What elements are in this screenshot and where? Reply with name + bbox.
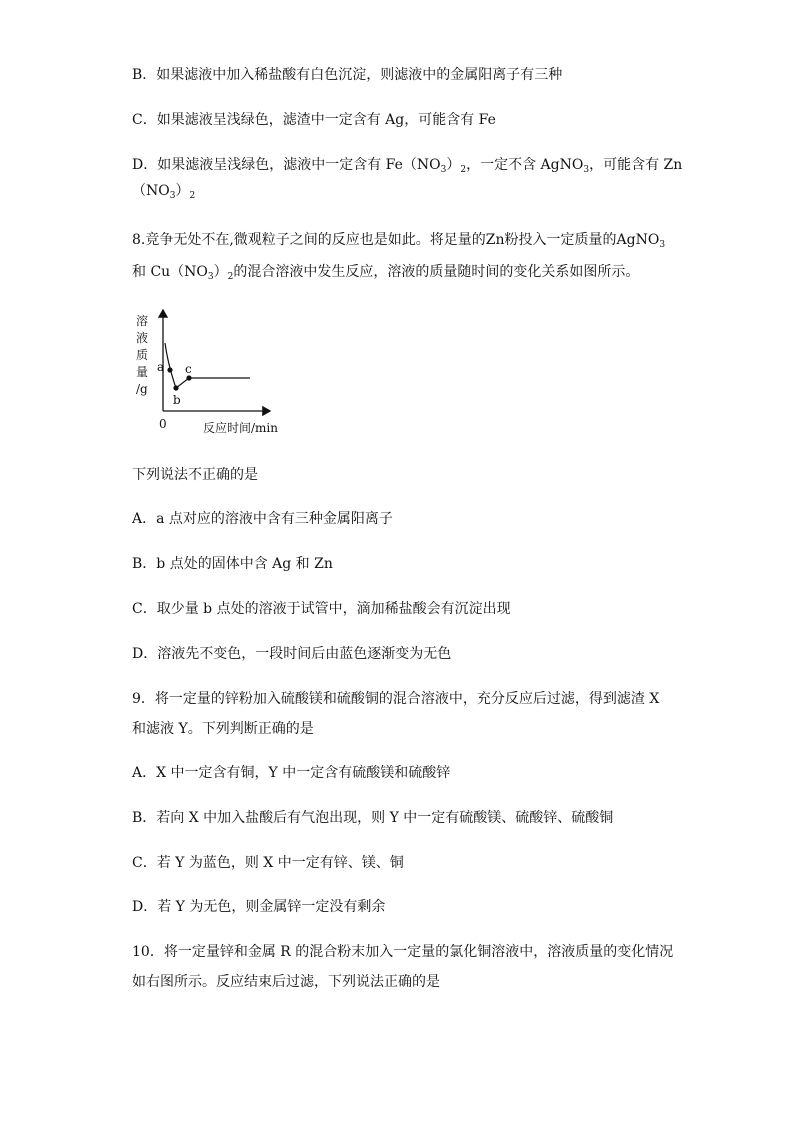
q10-stem-line1: 10．将一定量锌和金属 R 的混合粉末加入一定量的氯化铜溶液中，溶液质量的变化情况 [132,944,674,960]
point-b-label: b [173,393,181,407]
q8-option-d: D．溶液先不变色，一段时间后由蓝色逐渐变为无色 [132,646,452,662]
point-c [186,375,191,380]
q7-option-c: C．如果滤液呈浅绿色，滤渣中一定含有 Ag，可能含有 Fe [132,112,496,128]
q8-option-c: C．取少量 b 点处的溶液于试管中，滴加稀盐酸会有沉淀出现 [132,601,511,617]
point-a [167,367,172,372]
q8-stem-line2: 和 $Cu(NO_3)_2$的混合溶液中发生反应，溶液的质量随时间的变化关系如图所示。 [132,264,640,282]
q9-option-b: B．若向 X 中加入盐酸后有气泡出现，则 Y 中一定有硫酸镁、硫酸锌、硫酸铜 [132,810,614,826]
y-label-char-4: 量 [136,365,149,379]
y-label-char-1: 溶 [136,314,149,328]
q7-option-d: D．如果滤液呈浅绿色，滤液中一定含有 $Fe(NO_3)_2$，一定不含 AgNO$_3$，可能含有 Zn [132,157,683,175]
q10-stem-line2: 如右图所示。反应结束后过滤，下列说法正确的是 [132,974,440,990]
y-label-unit: /g [136,382,148,396]
q9-option-d: D．若 Y 为无色，则金属锌一定没有剩余 [132,899,386,915]
x-axis-label: 反应时间/min [203,421,278,435]
solution-mass-graph [128,305,298,440]
q9-option-c: C．若 Y 为蓝色，则 X 中一定有锌、镁、铜 [132,855,404,871]
q9-stem-line2: 和滤液 Y。下列判断正确的是 [132,721,314,737]
q9-option-a: A．X 中一定含有铜，Y 中一定含有硫酸镁和硫酸锌 [132,765,451,781]
q7-option-d-continued: $(NO_3)_2$ [132,183,196,201]
q9-stem-line1: 9．将一定量的锌粉加入硫酸镁和硫酸铜的混合溶液中，充分反应后过滤，得到滤渣 X [132,691,660,707]
y-label-char-2: 液 [136,331,149,345]
q8-option-a: A．a 点对应的溶液中含有三种金属阳离子 [132,511,393,527]
q8-stem-line1: 8.竞争无处不在,微观粒子之间的反应也是如此。将足量的Zn粉投入一定质量的AgNO$_3$ [132,232,666,250]
q8-prompt: 下列说法不正确的是 [132,467,258,483]
mass-curve [165,343,250,388]
origin-label: 0 [159,417,167,431]
point-c-label: c [185,362,192,376]
point-b [173,385,178,390]
y-label-char-3: 质 [136,348,149,362]
q7-option-b: B．如果滤液中加入稀盐酸有白色沉淀，则滤液中的金属阳离子有三种 [132,67,563,83]
q8-option-b: B．b 点处的固体中含 Ag 和 Zn [132,556,333,572]
point-a-label: a [157,360,165,374]
